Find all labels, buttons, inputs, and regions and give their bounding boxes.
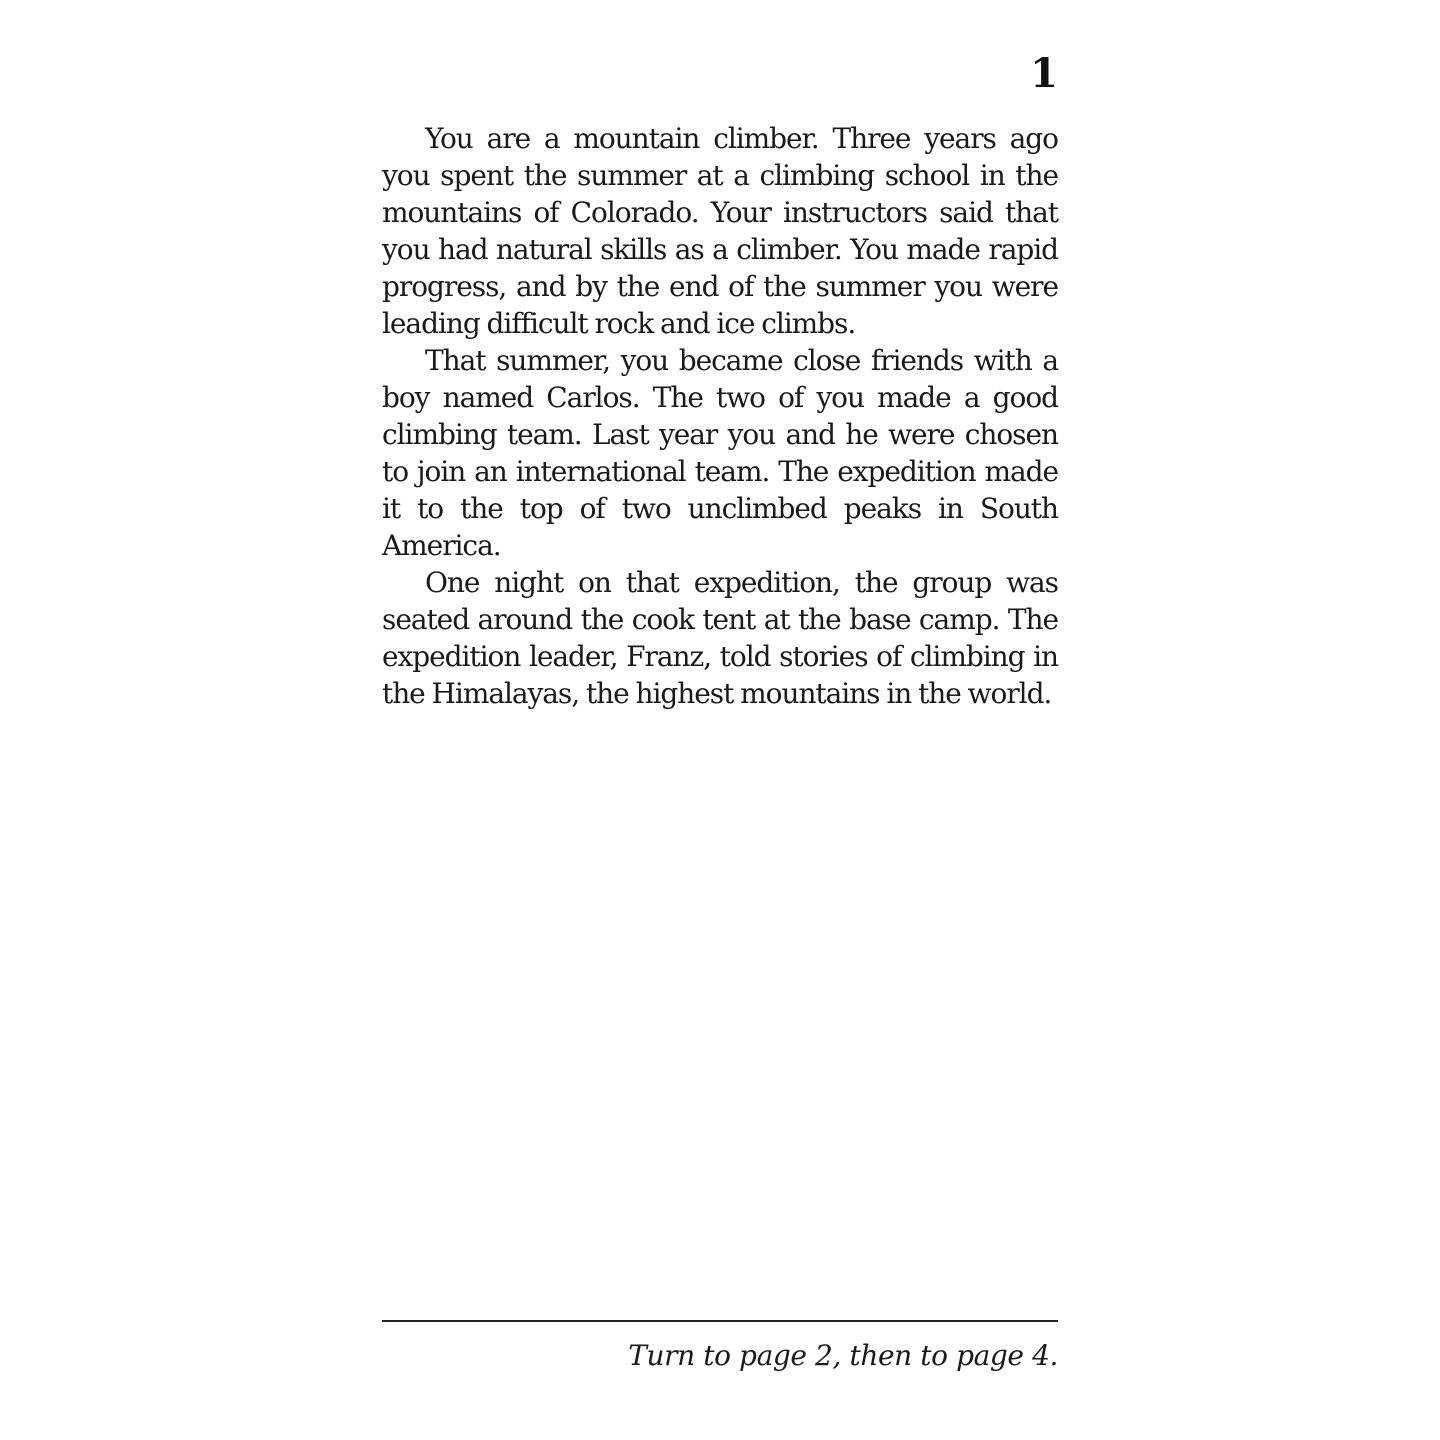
- book-page: [382, 0, 1058, 1440]
- footer-divider: [382, 1320, 1058, 1322]
- page-number: 1: [1030, 50, 1058, 97]
- turn-to-page-instruction: Turn to page 2, then to page 4.: [628, 1339, 1058, 1372]
- story-text: [382, 120, 1058, 712]
- paragraph-2: That summer, you became close friends with a boy named Carlos. The two of you made a good climbing team. Last year you and he were chosen to join an international team. The expedition made it to the top of two unclimbed peaks in South America.: [382, 344, 1058, 562]
- paragraph-1: You are a mountain climber. Three years ago you spent the summer at a climbing school in the mountains of Colorado. Your instructors said that you had natural skills as a climber. You made rapid progress, and by the end of the summer you were leading difficult rock and ice climbs.: [382, 122, 1058, 340]
- paragraph-3: One night on that expedition, the group was seated around the cook tent at the base camp. The expedition leader, Franz, told stories of climbing in the Himalayas, the highest mountains in the world.: [382, 566, 1058, 710]
